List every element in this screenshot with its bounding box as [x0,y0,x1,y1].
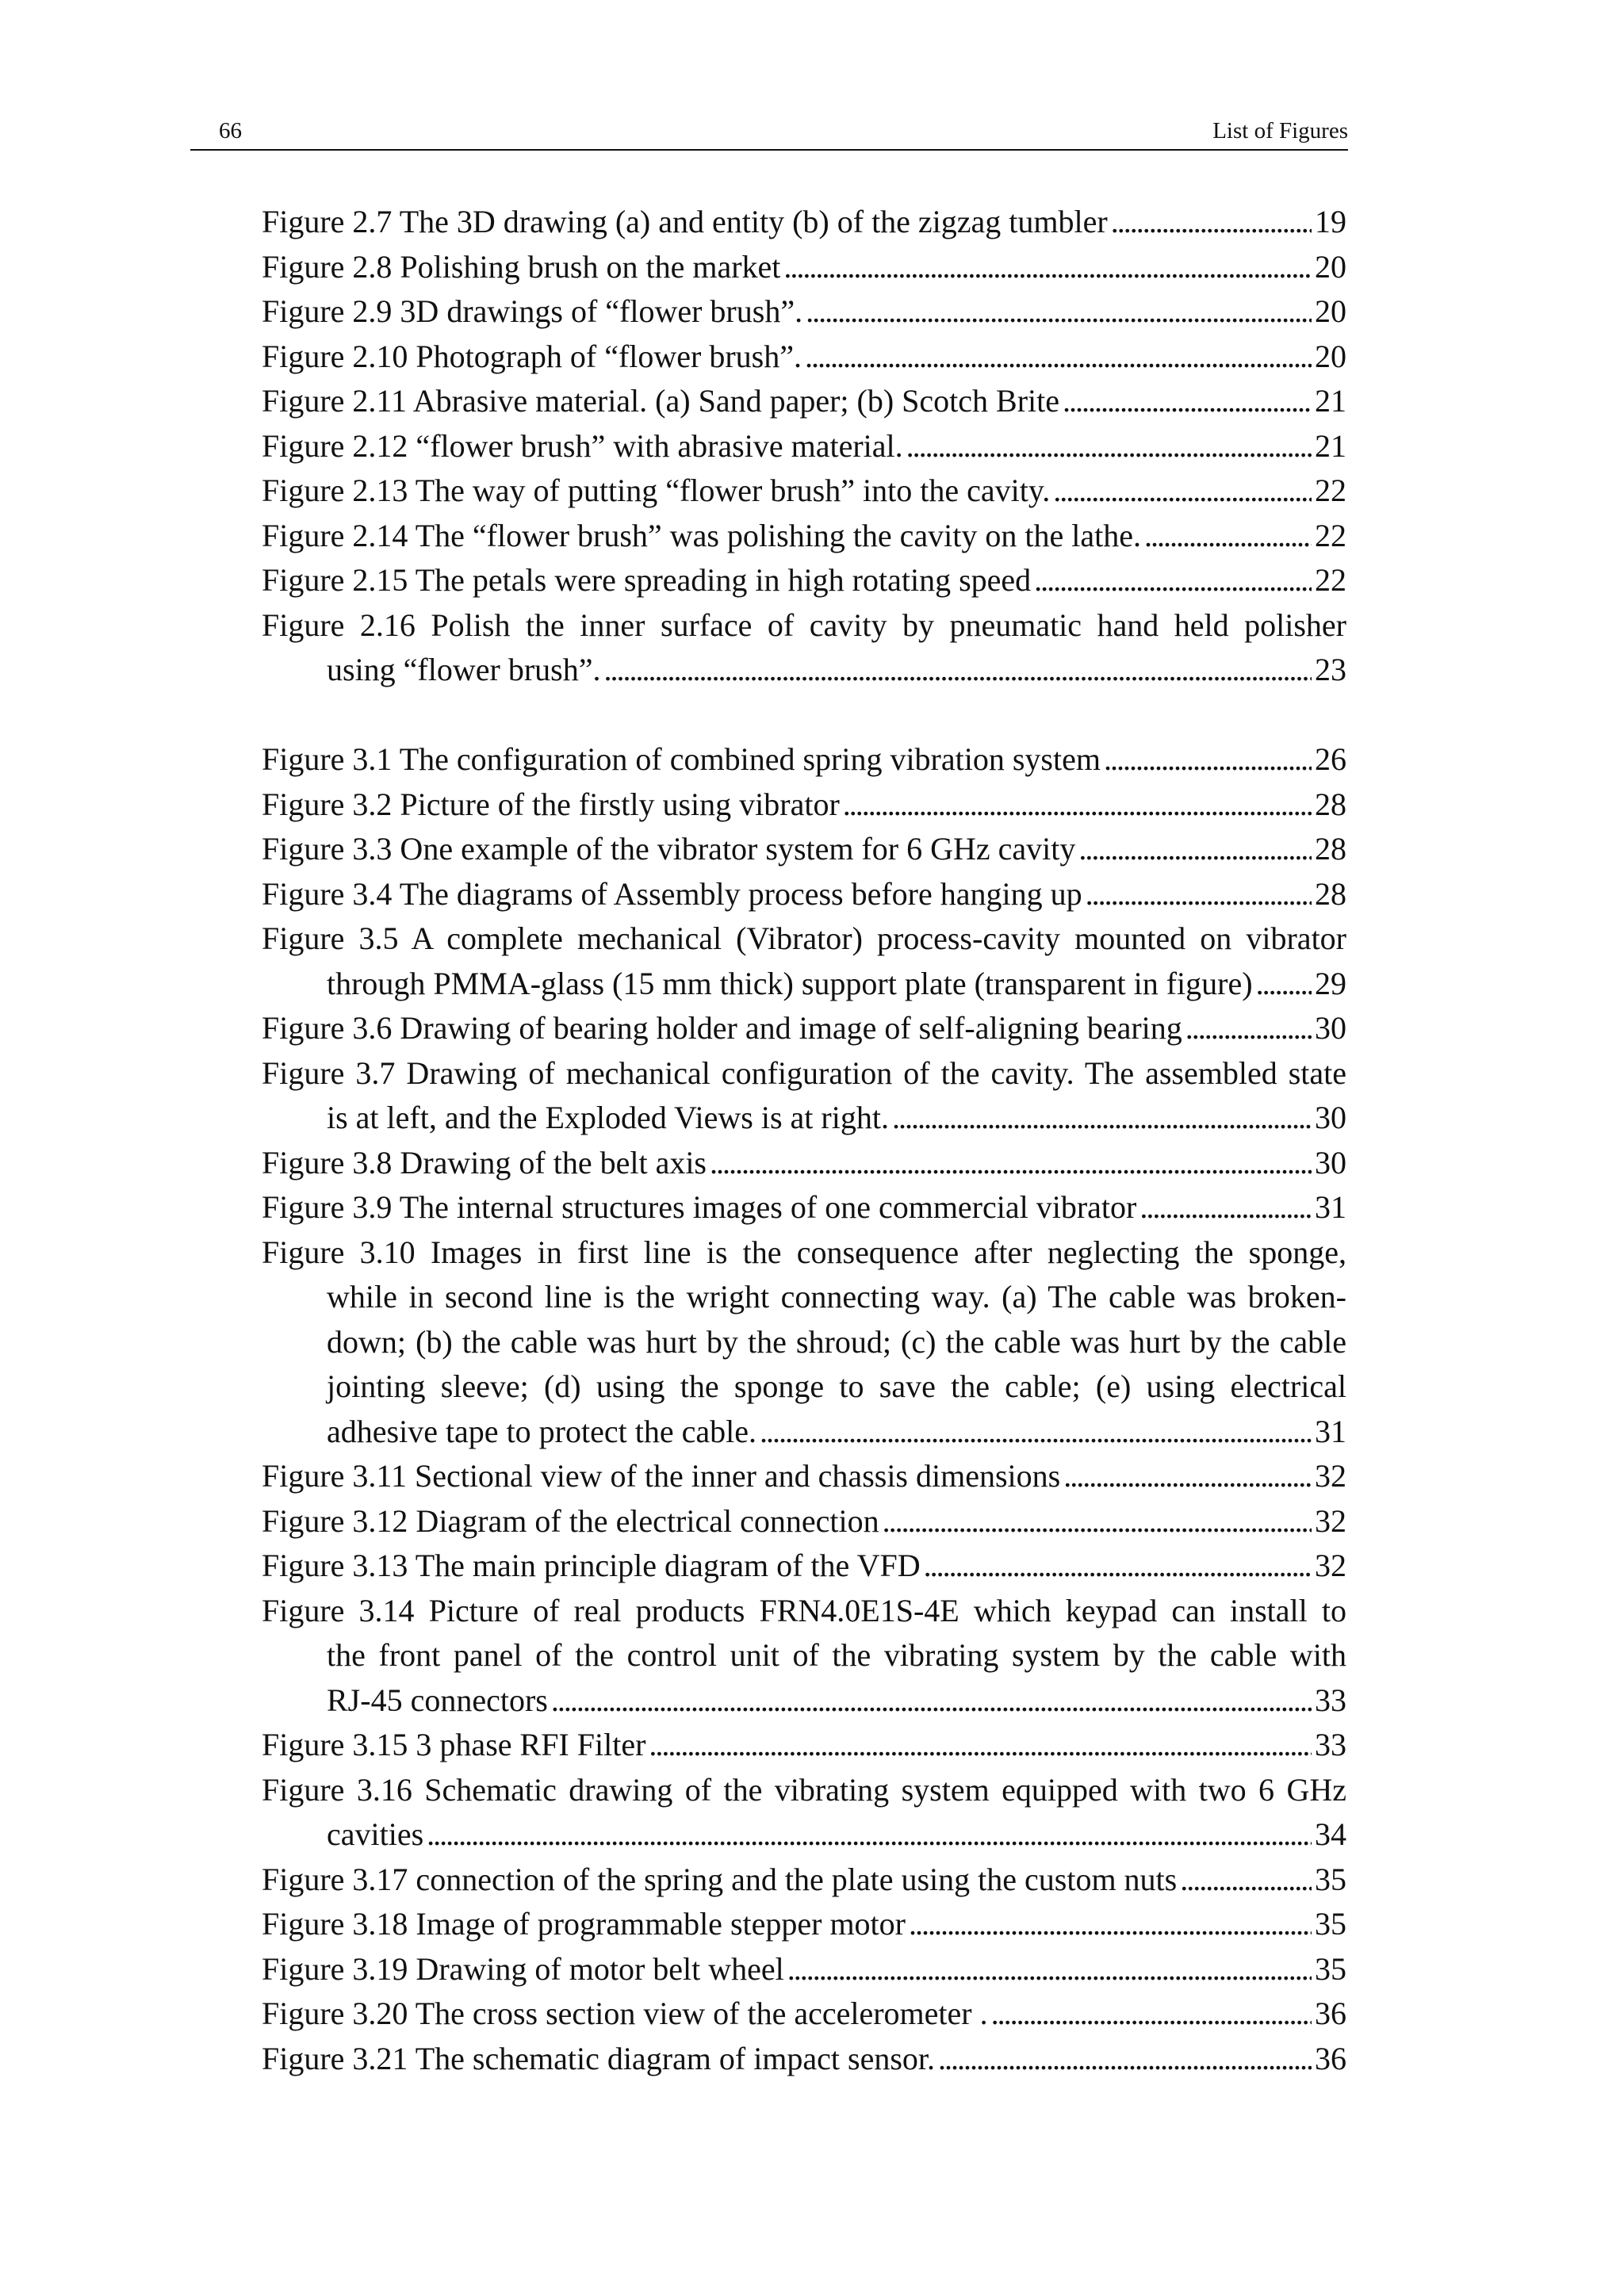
toc-entry[interactable] [262,872,1346,917]
page-ref: 32 [1315,1548,1346,1583]
dot-leader [1256,962,1312,1007]
entry-title: while in second line is the wright connecting way. (a) The cable was broken- [327,1279,1346,1314]
toc-entry[interactable] [262,289,1346,335]
dot-leader [1063,379,1312,424]
dot-leader [1086,872,1312,917]
page-ref: 31 [1315,1413,1346,1449]
page-ref: 33 [1315,1727,1346,1762]
entry-title: is at left, and the Exploded Views is at right. [327,1100,889,1135]
dot-leader [649,1723,1312,1768]
running-title: List of Figures [1212,118,1348,144]
dot-leader [760,1410,1312,1455]
page-ref: 20 [1315,293,1346,329]
entry-title: Figure 3.15 3 phase RFI Filter [262,1727,646,1762]
entry-title: RJ-45 connectors [327,1682,548,1718]
toc-entry[interactable] [262,1723,1346,1768]
toc-entry[interactable] [262,1499,1346,1544]
toc-entry[interactable] [262,469,1346,514]
toc-entry[interactable] [262,1051,1346,1141]
entry-title: Figure 3.11 Sectional view of the inner and chassis dimensions [262,1458,1061,1494]
entry-title: Figure 3.19 Drawing of motor belt wheel [262,1950,784,1987]
entry-title: Figure 3.17 connection of the spring and the plate using the custom nuts [262,1861,1178,1897]
page-ref: 28 [1315,786,1346,822]
toc-entry[interactable] [262,558,1346,603]
toc-entry[interactable] [262,1185,1346,1230]
toc-entry[interactable] [262,1454,1346,1499]
toc-entry[interactable] [262,514,1346,559]
page-ref: 28 [1315,831,1346,867]
page-ref: 23 [1315,652,1346,687]
toc-entry[interactable] [262,1992,1346,2037]
page-ref: 28 [1315,875,1346,912]
entry-title: Figure 2.10 Photograph of “flower brush”. [262,338,802,374]
page-ref: 21 [1315,427,1346,464]
toc-entry[interactable] [262,1006,1346,1051]
dot-leader [924,1544,1312,1589]
entry-title: adhesive tape to protect the cable. [327,1413,756,1449]
toc-entry[interactable] [262,1947,1346,1992]
dot-leader [843,783,1312,828]
toc-entry[interactable] [262,200,1346,245]
page-ref: 35 [1315,1950,1346,1987]
page-ref: 36 [1315,2040,1346,2076]
entry-title: Figure 3.3 One example of the vibrator system for 6 GHz cavity [262,831,1076,867]
page-ref: 20 [1315,248,1346,285]
page-ref: 19 [1315,204,1346,239]
toc-entry[interactable] [262,1902,1346,1947]
toc-entry[interactable] [262,916,1346,1006]
entry-title: Figure 2.9 3D drawings of “flower brush”. [262,293,803,329]
page-ref: 21 [1315,383,1346,419]
dot-leader [1180,1858,1312,1903]
dot-leader [1063,1454,1312,1499]
toc-entry[interactable] [262,1858,1346,1903]
entry-title: Figure 2.7 The 3D drawing (a) and entity (b) of the zigzag tumbler [262,204,1108,239]
dot-leader [551,1678,1312,1724]
dot-leader [787,1947,1312,1992]
entry-title: Figure 3.10 Images in first line is the consequence after neglecting the sponge, [262,1234,1346,1270]
entry-title: Figure 3.8 Drawing of the belt axis [262,1144,707,1181]
dot-leader [1185,1006,1312,1051]
entry-title: Figure 3.5 A complete mechanical (Vibrator) process-cavity mounted on vibrator [262,920,1346,956]
page-ref: 29 [1315,965,1346,1001]
page-ref: 31 [1315,1189,1346,1225]
entry-title: Figure 2.12 “flower brush” with abrasive material. [262,427,903,464]
toc-entry[interactable] [262,335,1346,380]
entry-title: using “flower brush”. [327,652,601,687]
entry-title: Figure 2.11 Abrasive material. (a) Sand paper; (b) Scotch Brite [262,383,1059,419]
dot-leader [938,2037,1312,2082]
dot-leader [991,1992,1312,2037]
page-ref: 35 [1315,1906,1346,1942]
entry-title: Figure 3.14 Picture of real products FRN4.0E1S-4E which keypad can install to [262,1592,1346,1628]
toc-entry[interactable] [262,783,1346,828]
entry-title: Figure 3.6 Drawing of bearing holder and image of self-aligning bearing [262,1010,1182,1046]
dot-leader [710,1141,1312,1186]
page-ref: 20 [1315,338,1346,374]
entry-title: Figure 3.1 The configuration of combined spring vibration system [262,741,1101,777]
entry-title: Figure 2.13 The way of putting “flower brush” into the cavity. [262,473,1051,508]
toc-entry[interactable] [262,1141,1346,1186]
dot-leader [906,424,1312,469]
page-ref: 26 [1315,741,1346,777]
dot-leader [883,1499,1312,1544]
dot-leader [806,289,1312,335]
toc-entry[interactable] [262,379,1346,424]
list-of-figures [262,200,1346,2081]
page-ref: 30 [1315,1010,1346,1046]
dot-leader [1034,558,1312,603]
dot-leader [427,1812,1312,1858]
entry-title: Figure 3.13 The main principle diagram of the VFD [262,1548,921,1583]
page-ref: 22 [1315,473,1346,508]
toc-entry[interactable] [262,424,1346,469]
entry-title: cavities [327,1816,424,1852]
dot-leader [1053,469,1312,514]
dot-leader [603,648,1312,693]
toc-entry[interactable] [262,1768,1346,1858]
entry-title: Figure 2.8 Polishing brush on the market [262,248,781,285]
page-number: 66 [219,118,242,144]
dot-leader [1144,514,1312,559]
page-ref: 36 [1315,1996,1346,2031]
dot-leader [1139,1185,1312,1230]
entry-title: Figure 3.9 The internal structures images of one commercial vibrator [262,1189,1137,1225]
dot-leader [909,1902,1312,1947]
dot-leader [1078,827,1312,872]
entry-title: through PMMA-glass (15 mm thick) support plate (transparent in figure) [327,965,1253,1001]
page-ref: 22 [1315,562,1346,598]
toc-entry[interactable] [262,245,1346,290]
page-ref: 30 [1315,1100,1346,1135]
entry-title: Figure 3.7 Drawing of mechanical configuration of the cavity. The assembled state [262,1054,1346,1091]
toc-entry[interactable] [262,1544,1346,1589]
entry-title: Figure 2.16 Polish the inner surface of cavity by pneumatic hand held polisher [262,607,1346,643]
dot-leader [783,245,1312,290]
entry-title: jointing sleeve; (d) using the sponge to save the cable; (e) using electrical [327,1368,1346,1404]
dot-leader [1111,200,1312,245]
dot-leader [892,1096,1312,1141]
toc-entry[interactable] [262,1230,1346,1455]
entry-title: Figure 2.14 The “flower brush” was polishing the cavity on the lathe. [262,517,1142,553]
entry-title: Figure 3.2 Picture of the firstly using vibrator [262,786,840,822]
toc-entry[interactable] [262,2037,1346,2082]
toc-entry[interactable] [262,737,1346,783]
entry-title: Figure 3.4 The diagrams of Assembly process before hanging up [262,875,1082,912]
entry-title: Figure 3.18 Image of programmable stepper motor [262,1906,906,1942]
page-ref: 32 [1315,1502,1346,1539]
toc-entry[interactable] [262,1589,1346,1724]
page-ref: 33 [1315,1682,1346,1718]
page-ref: 35 [1315,1861,1346,1897]
toc-entry[interactable] [262,827,1346,872]
entry-title: Figure 2.15 The petals were spreading in high rotating speed [262,562,1032,598]
toc-entry[interactable] [262,603,1346,693]
dot-leader [1104,737,1312,783]
entry-title: down; (b) the cable was hurt by the shroud; (c) the cable was hurt by the cable [327,1323,1346,1360]
entry-title: Figure 3.12 Diagram of the electrical connection [262,1502,879,1539]
dot-leader [805,335,1312,380]
page-header [190,113,1348,151]
page-ref: 32 [1315,1458,1346,1494]
entry-title: Figure 3.20 The cross section view of the accelerometer . [262,1996,988,2031]
page-ref: 34 [1315,1816,1346,1852]
entry-title: Figure 3.21 The schematic diagram of impact sensor. [262,2040,936,2076]
entry-title: Figure 3.16 Schematic drawing of the vibrating system equipped with two 6 GHz [262,1771,1346,1808]
page-ref: 30 [1315,1144,1346,1181]
entry-title: the front panel of the control unit of the vibrating system by the cable with [327,1637,1346,1673]
page-ref: 22 [1315,517,1346,553]
